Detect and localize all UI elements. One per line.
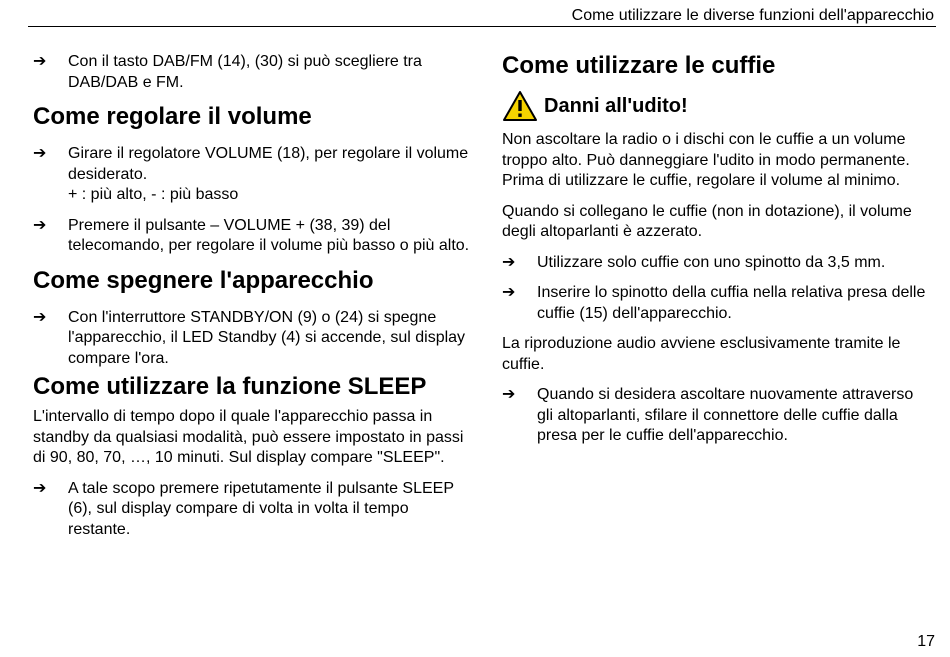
right-column [502, 52, 932, 447]
bullet-text: Inserire lo spinotto della cuffia nella relativa presa delle cuffie (15) dell'apparecchio. [537, 284, 926, 322]
bullet-text: Quando si desidera ascoltare nuovamente attraverso gli altoparlanti, sfilare il connettore delle cuffie dalla presa per le cuffie dell'apparecchio. [537, 386, 914, 444]
bullet-remove-jack [502, 385, 932, 447]
heading-headphones: Come utilizzare le cuffie [502, 52, 776, 79]
bullet-volume-remote [33, 216, 473, 257]
left-column [33, 52, 473, 540]
page-header-title: Come utilizzare le diverse funzioni dell'apparecchio [571, 7, 934, 24]
warning-triangle-icon [502, 90, 538, 122]
arrow-bullet-icon: ➔ [33, 308, 47, 326]
bullet-text: Utilizzare solo cuffie con uno spinotto da 3,5 mm. [537, 253, 886, 271]
arrow-bullet-icon: ➔ [502, 386, 516, 403]
sleep-paragraph: L'intervallo di tempo dopo il quale l'apparecchio passa in standby da qualsiasi modalità, può essere impostato in passi di 90, 80, 70, …, 10 minuti. Sul display compare "SLEEP". [33, 408, 464, 466]
bullet-text: Girare il regolatore VOLUME (18), per regolare il volume desiderato. + : più alto, - : più basso [68, 145, 469, 203]
arrow-bullet-icon: ➔ [33, 145, 47, 162]
heading-volume: Come regolare il volume [33, 103, 312, 130]
bullet-text: Con il tasto DAB/FM (14), (30) si può scegliere tra DAB/DAB e FM. [68, 53, 422, 91]
paragraph-speakers-muted: Quando si collegano le cuffie (non in dotazione), il volume degli altoparlanti è azzerato. [502, 202, 912, 240]
bullet-volume-knob [33, 144, 473, 206]
bullet-sleep [33, 479, 473, 541]
bullet-dab-fm [33, 52, 473, 93]
arrow-bullet-icon: ➔ [502, 284, 516, 301]
bullet-text: A tale scopo premere ripetutamente il pulsante SLEEP (6), sul display compare di volta in volta il tempo restante. [68, 479, 454, 538]
arrow-bullet-icon: ➔ [33, 53, 47, 70]
paragraph-volume-warning: Non ascoltare la radio o i dischi con le cuffie a un volume troppo alto. Può danneggiare l'udito in modo permanente. Prima di utilizzare le cuffie, regolare il volume al minimo. [502, 131, 910, 189]
arrow-bullet-icon: ➔ [33, 479, 47, 497]
header-divider [28, 26, 936, 27]
heading-sleep: Come utilizzare la funzione SLEEP [33, 373, 427, 400]
arrow-bullet-icon: ➔ [33, 216, 47, 234]
heading-power-off: Come spegnere l'apparecchio [33, 266, 374, 294]
bullet-insert-jack [502, 283, 932, 324]
bullet-jack-size [502, 253, 932, 274]
arrow-bullet-icon: ➔ [502, 253, 516, 271]
bullet-standby [33, 308, 473, 370]
page-number: 17 [917, 633, 935, 650]
paragraph-audio-output: La riproduzione audio avviene esclusivamente tramite le cuffie. [502, 335, 901, 373]
warning-title: Danni all'udito! [544, 95, 688, 117]
bullet-text: Premere il pulsante – VOLUME + (38, 39) del telecomando, per regolare il volume più basso o più alto. [68, 216, 470, 254]
warning-box [502, 90, 932, 122]
bullet-text: Con l'interruttore STANDBY/ON (9) o (24) si spegne l'apparecchio, il LED Standby (4) si accende, sul display compare l'ora. [68, 308, 466, 367]
